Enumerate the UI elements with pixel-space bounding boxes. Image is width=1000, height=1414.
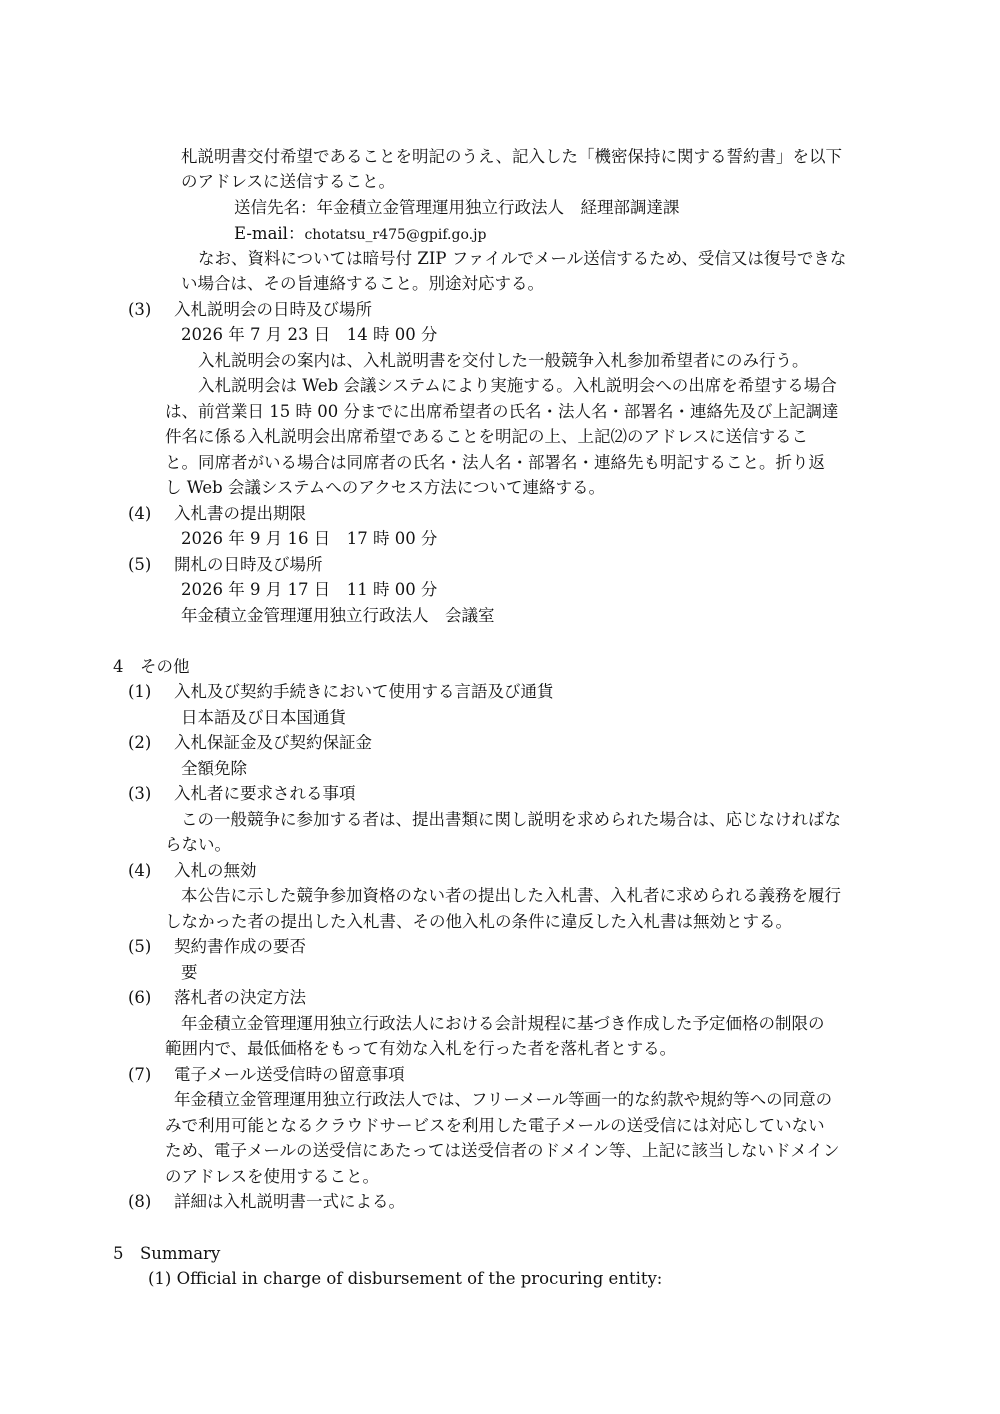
email-label: E-mail： <box>234 224 305 243</box>
email-address[interactable]: chotatsu_r475@gpif.go.jp <box>304 227 487 243</box>
item-body-line: らない。 <box>165 835 231 854</box>
item-body-line: 要 <box>181 963 198 982</box>
paragraph-line: は、前営業日 15 時 00 分までに出席希望者の氏名・法人名・部署名・連絡先及び上記調達 <box>165 402 839 421</box>
item-body-line: 全額免除 <box>181 759 247 778</box>
item-title: 入札者に要求される事項 <box>174 784 356 803</box>
item-title: 入札説明会の日時及び場所 <box>174 300 372 319</box>
paragraph-line: 件名に係る入札説明会出席希望であることを明記の上、上記⑵のアドレスに送信するこ <box>165 427 809 446</box>
date-line: 2026 年 9 月 16 日 17 時 00 分 <box>181 529 438 548</box>
item-number: (5) <box>128 555 152 574</box>
item-body-line: 日本語及び日本国通貨 <box>181 708 346 727</box>
item-title: 詳細は入札説明書一式による。 <box>174 1192 405 1211</box>
item-number: (3) <box>128 784 152 803</box>
send-to-line: 送信先名：年金積立金管理運用独立行政法人 経理部調達課 <box>234 198 680 217</box>
item-number: (2) <box>128 733 152 752</box>
place-line: 年金積立金管理運用独立行政法人 会議室 <box>181 606 495 625</box>
paragraph-line: い場合は、その旨連絡すること。別途対応する。 <box>181 274 544 293</box>
section-heading: 4 その他 <box>113 657 190 676</box>
item-body-line: ため、電子メールの送受信にあたっては送受信者のドメイン等、上記に該当しないドメイン <box>165 1141 840 1160</box>
item-number: (8) <box>128 1192 152 1211</box>
item-number: (6) <box>128 988 152 1007</box>
paragraph-line: なお、資料については暗号付 ZIP ファイルでメール送信するため、受信又は復号できな <box>198 249 847 268</box>
paragraph-line: と。同席者がいる場合は同席者の氏名・法人名・部署名・連絡先も明記すること。折り返 <box>165 453 825 472</box>
date-line: 2026 年 7 月 23 日 14 時 00 分 <box>181 325 438 344</box>
item-number: (3) <box>128 300 152 319</box>
item-body-line: 本公告に示した競争参加資格のない者の提出した入札書、入札者に求められる義務を履行 <box>181 886 841 905</box>
item-title: 開札の日時及び場所 <box>174 555 323 574</box>
section-heading: 5 Summary <box>113 1244 221 1263</box>
item-number: (1) <box>128 682 152 701</box>
item-body-line: 範囲内で、最低価格をもって有効な入札を行った者を落札者とする。 <box>165 1039 677 1058</box>
item-number: (4) <box>128 861 152 880</box>
item-body-line: この一般競争に参加する者は、提出書類に関し説明を求められた場合は、応じなければな <box>181 810 841 829</box>
item-number: (5) <box>128 937 152 956</box>
paragraph-line: し Web 会議システムへのアクセス方法について連絡する。 <box>165 478 605 497</box>
item-body-line: 年金積立金管理運用独立行政法人における会計規程に基づき作成した予定価格の制限の <box>181 1014 825 1033</box>
item-number: (7) <box>128 1065 152 1084</box>
item-title: 入札及び契約手続きにおいて使用する言語及び通貨 <box>174 682 554 701</box>
item-title: 入札保証金及び契約保証金 <box>174 733 372 752</box>
summary-item: (1) Official in charge of disbursement of the procuring entity: <box>148 1269 663 1288</box>
item-body-line: しなかった者の提出した入札書、その他入札の条件に違反した入札書は無効とする。 <box>165 912 792 931</box>
paragraph-line: のアドレスに送信すること。 <box>181 172 396 191</box>
item-body-line: みで利用可能となるクラウドサービスを利用した電子メールの送受信には対応していない <box>165 1116 825 1135</box>
email-line <box>234 223 486 246</box>
paragraph-line: 入札説明会は Web 会議システムにより実施する。入札説明会への出席を希望する場合 <box>198 376 837 395</box>
item-number: (4) <box>128 504 152 523</box>
paragraph-line: 札説明書交付希望であることを明記のうえ、記入した「機密保持に関する誓約書」を以下 <box>181 147 842 166</box>
item-body-line: のアドレスを使用すること。 <box>165 1167 380 1186</box>
item-title: 入札の無効 <box>174 861 257 880</box>
item-title: 電子メール送受信時の留意事項 <box>174 1065 405 1084</box>
item-title: 落札者の決定方法 <box>174 988 306 1007</box>
paragraph-line: 入札説明会の案内は、入札説明書を交付した一般競争入札参加希望者にのみ行う。 <box>198 351 809 370</box>
item-title: 入札書の提出期限 <box>174 504 306 523</box>
item-body-line: 年金積立金管理運用独立行政法人では、フリーメール等画一的な約款や規約等への同意の <box>174 1090 833 1109</box>
date-line: 2026 年 9 月 17 日 11 時 00 分 <box>181 580 438 599</box>
item-title: 契約書作成の要否 <box>174 937 306 956</box>
